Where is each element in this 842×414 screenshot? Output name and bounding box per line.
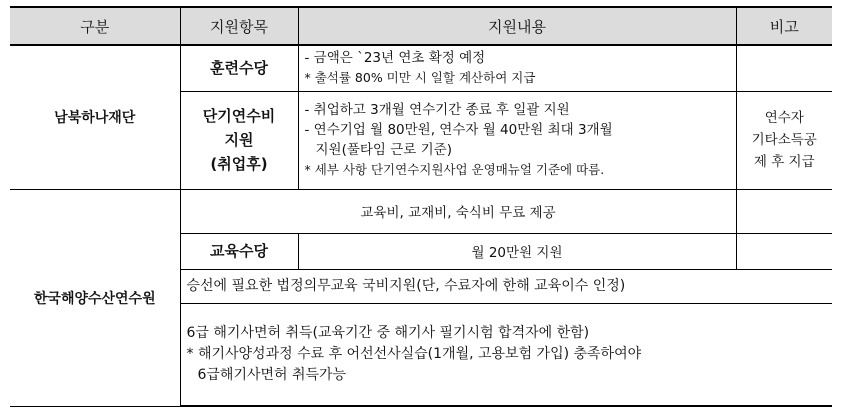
support-table — [10, 6, 832, 407]
content-note: * 세부 사항 단기연수지원사업 운영매뉴얼 기준에 따름. — [304, 162, 605, 177]
content-note: * 해기사양성과정 수료 후 어선선사실습(1개월, 고용보험 가입) 충족하여야 — [186, 345, 642, 362]
content-line: 6급 해기사면허 취득(교육기간 중 해기사 필기시험 합격자에 한함) — [186, 324, 590, 341]
item-education-allowance: 교육수당 — [180, 233, 298, 269]
item-short-training — [180, 91, 298, 189]
table-row — [10, 189, 832, 233]
content-training-allowance — [298, 45, 736, 91]
content-line: - 연수기업 월 80만원, 연수자 월 40만원 최대 3개월 — [304, 122, 613, 138]
remark-line: 연수자 — [764, 110, 804, 126]
org-institute: 한국해양수산연수원 — [10, 189, 180, 406]
remark-empty — [736, 189, 832, 233]
content-mandatory-education: 승선에 필요한 법정의무교육 국비지원(단, 수료자에 한해 교육이수 인정) — [180, 269, 832, 303]
table-row — [10, 45, 832, 91]
content-line: - 금액은 `23년 연초 확정 예정 — [304, 50, 486, 67]
remark-line: 제 후 지급 — [753, 154, 815, 170]
item-line: 단기연수비 — [202, 107, 276, 125]
content-short-training — [298, 91, 736, 189]
org-foundation: 남북하나재단 — [10, 45, 180, 189]
item-training-allowance: 훈련수당 — [180, 45, 298, 91]
header-remark: 비고 — [736, 7, 832, 45]
content-note: * 출석률 80% 미만 시 일할 계산하여 지급 — [304, 70, 536, 86]
remark-empty — [736, 45, 832, 91]
content-free-items: 교육비, 교재비, 숙식비 무료 제공 — [180, 189, 736, 233]
content-license — [180, 303, 832, 406]
header-row — [10, 7, 832, 45]
header-support-item: 지원항목 — [180, 7, 298, 45]
item-line: (취업후) — [210, 155, 268, 173]
content-line: - 취업하고 3개월 연수기간 종료 후 일괄 지원 — [304, 102, 570, 118]
item-line: 지원 — [224, 131, 254, 149]
remark-line: 기타소득공 — [751, 132, 817, 148]
remark-foundation — [736, 91, 832, 189]
remark-empty — [736, 233, 832, 269]
content-line: 6급해기사면허 취득가능 — [197, 366, 347, 383]
header-support-content: 지원내용 — [298, 7, 736, 45]
header-category: 구분 — [10, 7, 180, 45]
content-line: 지원(풀타임 근로 기준) — [315, 142, 452, 158]
content-education-allowance: 월 20만원 지원 — [298, 233, 736, 269]
